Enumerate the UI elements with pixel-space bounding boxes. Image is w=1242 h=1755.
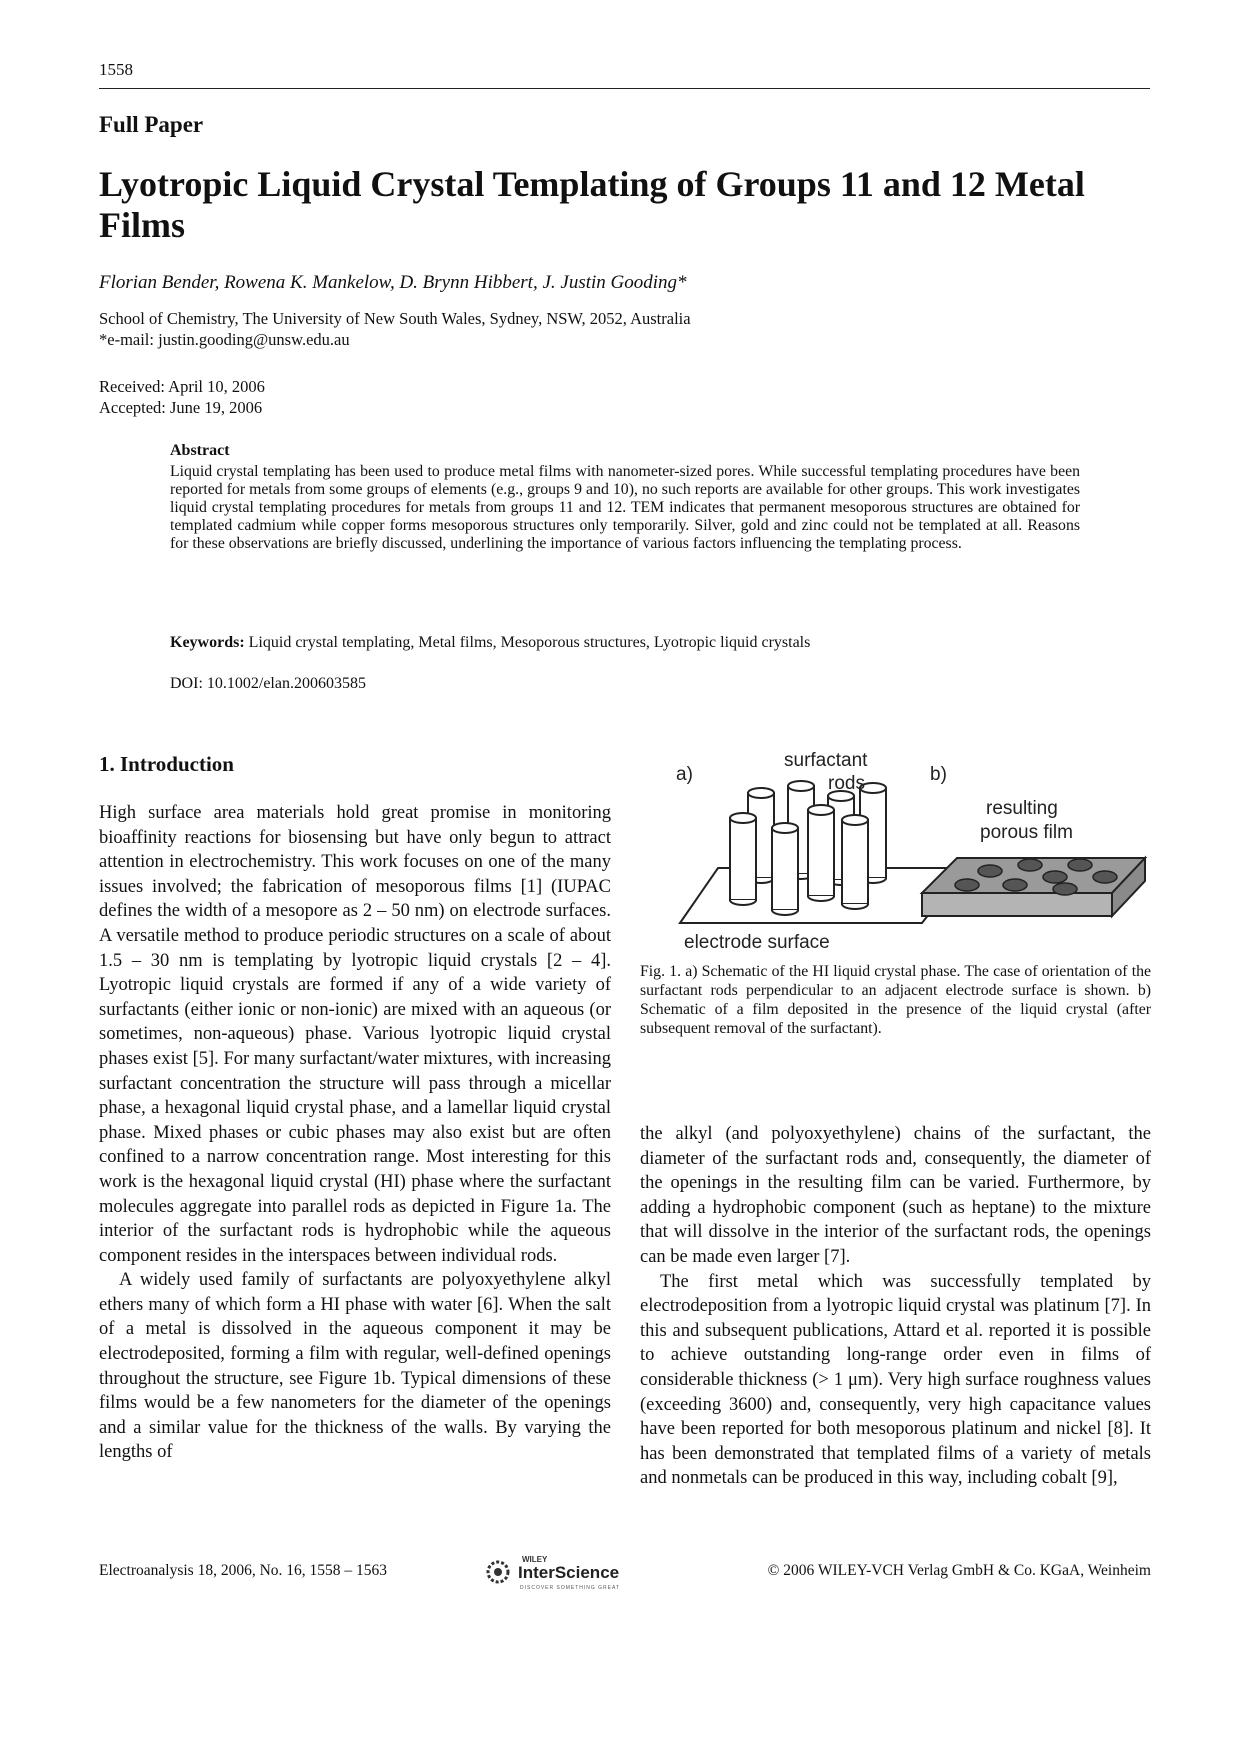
keywords-label: Keywords:: [170, 634, 245, 651]
figure-1-schematic: [660, 748, 1150, 958]
surfactant-rod: [842, 815, 868, 909]
figure-1-caption: Fig. 1. a) Schematic of the HI liquid crystal phase. The case of orientation of the surfactant rods perpendicular to an adjacent electrode surface is shown. b) Schematic of a film deposited in the presence of the liquid crystal (after subsequent removal of the surfactant).: [640, 963, 1151, 1037]
keywords: [170, 634, 1090, 652]
submission-dates: [99, 376, 265, 418]
abstract-text: Liquid crystal templating has been used to produce metal films with nanometer-sized pores. While successful templating procedures have been reported for metals from some groups of elements (e.g., groups 9 and 10), no such reports are available for other groups. This work investigates liquid crystal templating procedures for metals from groups 11 and 12. TEM indicates that permanent mesoporous structures are obtained for templated cadmium while copper forms mesoporous structures only temporarily. Silver, gold and zinc could not be templated at all. Reasons for these observations are briefly discussed, underlining the importance of various factors influencing the templating process.: [170, 463, 1080, 552]
author-list: Florian Bender, Rowena K. Mankelow, D. Brynn Hibbert, J. Justin Gooding*: [99, 272, 687, 293]
surfactant-rod: [772, 823, 798, 915]
copyright-notice: © 2006 WILEY-VCH Verlag GmbH & Co. KGaA, Weinheim: [767, 1562, 1151, 1579]
surfactant-rod: [730, 813, 756, 905]
electrode-surface-label: electrode surface: [684, 932, 830, 953]
logo-dots-icon: [488, 1562, 508, 1582]
film-pore: [955, 879, 979, 891]
intro-paragraph-1: High surface area materials hold great promise in monitoring bioaffinity reactions for biosensing but have only begun to attract attention in electrochemistry. This work focuses on one of the many issues involved; the fabrication of mesoporous films [1] (IUPAC defines the width of a mesopore as 2 – 50 nm) on electrode surfaces. A versatile method to produce periodic structures on a scale of about 1.5 – 30 nm is templating by lyotropic liquid crystals [2 – 4]. Lyotropic liquid crystals are formed if any of a wide variety of surfactants (either ionic or non-ionic) are mixed with an aqueous (or sometimes, non-aqueous) phase. Various lyotropic liquid crystal phases exist [5]. For many surfactant/water mixtures, with increasing surfactant concentration the structure will pass through a micellar phase, a hexagonal liquid crystal phase, and a lamellar liquid crystal phase. Mixed phases or cubic phases may also exist but are often confined to a narrow concentration range. Most interesting for this work is the hexagonal liquid crystal (HI) phase where the surfactant molecules aggregate into parallel rods as depicted in Figure 1a. The interior of the surfactant rods is hydrophobic while the aqueous component resides in the interspaces between individual rods.: [99, 803, 611, 1266]
logo-wiley-text: WILEY: [522, 1555, 548, 1564]
header-rule: [99, 88, 1150, 89]
film-pore: [1003, 879, 1027, 891]
surfactant-label-line2: rods: [828, 773, 865, 794]
page-number: 1558: [99, 60, 133, 79]
film-pore: [1053, 883, 1077, 895]
contact-email[interactable]: *e-mail: justin.gooding@unsw.edu.au: [99, 330, 350, 349]
film-label-line1: resulting: [986, 798, 1058, 819]
figure-1: [660, 748, 1150, 963]
accepted-date: Accepted: June 19, 2006: [99, 398, 263, 417]
logo-wordmark: InterScience: [518, 1563, 620, 1582]
film-pore: [1093, 871, 1117, 883]
intro-paragraph-2: A widely used family of surfactants are polyoxyethylene alkyl ethers many of which form a HI phase with water [6]. When the salt of a metal is dissolved in the aqueous component it may be electrodeposited, forming a film with regular, well-defined openings throughout the structure, see Figure 1b. Typical dimensions of these films would be a few nanometers for the diameter of the openings and a similar value for the thickness of the walls. By varying the lengths of: [99, 1270, 611, 1463]
received-date: Received: April 10, 2006: [99, 377, 265, 396]
right-column: [640, 1122, 1151, 1491]
introduction-heading: 1. Introduction: [99, 752, 234, 776]
film-pore: [978, 865, 1002, 877]
film-pore: [1043, 871, 1067, 883]
intro-paragraph-4: The first metal which was successfully templated by electrodeposition from a lyotropic liquid crystal was platinum [7]. In this and subsequent publications, Attard et al. reported it is possible to achieve outstanding long-range order even in films of considerable thickness (> 1 μm). Very high surface roughness values (exceeding 3600) and, consequently, very high capacitance values have been reported for both mesoporous platinum and nickel [8]. It has been demonstrated that templated films of a variety of metals and nonmetals can be produced in this way, including cobalt [9],: [640, 1271, 1151, 1489]
abstract-heading: Abstract: [170, 442, 230, 459]
section-label: Full Paper: [99, 112, 204, 137]
panel-b-label: b): [930, 764, 947, 785]
film-pore: [1068, 859, 1092, 871]
panel-a-label: a): [676, 764, 693, 785]
intro-paragraph-3: the alkyl (and polyoxyethylene) chains of the surfactant, the diameter of the surfactant rods and, consequently, the diameter of the openings in the resulting film can be varied. Furthermore, by adding a hydrophobic component (such as heptane) to the mixture that will dissolve in the interior of the surfactant rods, the openings can be made even larger [7].: [640, 1124, 1151, 1267]
film-label-line2: porous film: [980, 822, 1073, 843]
film-pore: [1018, 859, 1042, 871]
logo-tagline: DISCOVER SOMETHING GREAT: [520, 1585, 621, 1591]
doi[interactable]: DOI: 10.1002/elan.200603585: [170, 675, 366, 692]
journal-citation: Electroanalysis 18, 2006, No. 16, 1558 – 1563: [99, 1562, 388, 1579]
left-column: [99, 801, 611, 1465]
paper-title: Lyotropic Liquid Crystal Templating of Groups 11 and 12 Metal Films: [99, 164, 1085, 245]
interscience-logo: [480, 1550, 650, 1597]
surfactant-rod: [808, 805, 834, 901]
affiliation: [99, 308, 691, 350]
affiliation-line: School of Chemistry, The University of New South Wales, Sydney, NSW, 2052, Australia: [99, 309, 691, 328]
surfactant-label-line1: surfactant: [784, 750, 868, 771]
keywords-text: Liquid crystal templating, Metal films, Mesoporous structures, Lyotropic liquid crystals: [248, 634, 811, 651]
